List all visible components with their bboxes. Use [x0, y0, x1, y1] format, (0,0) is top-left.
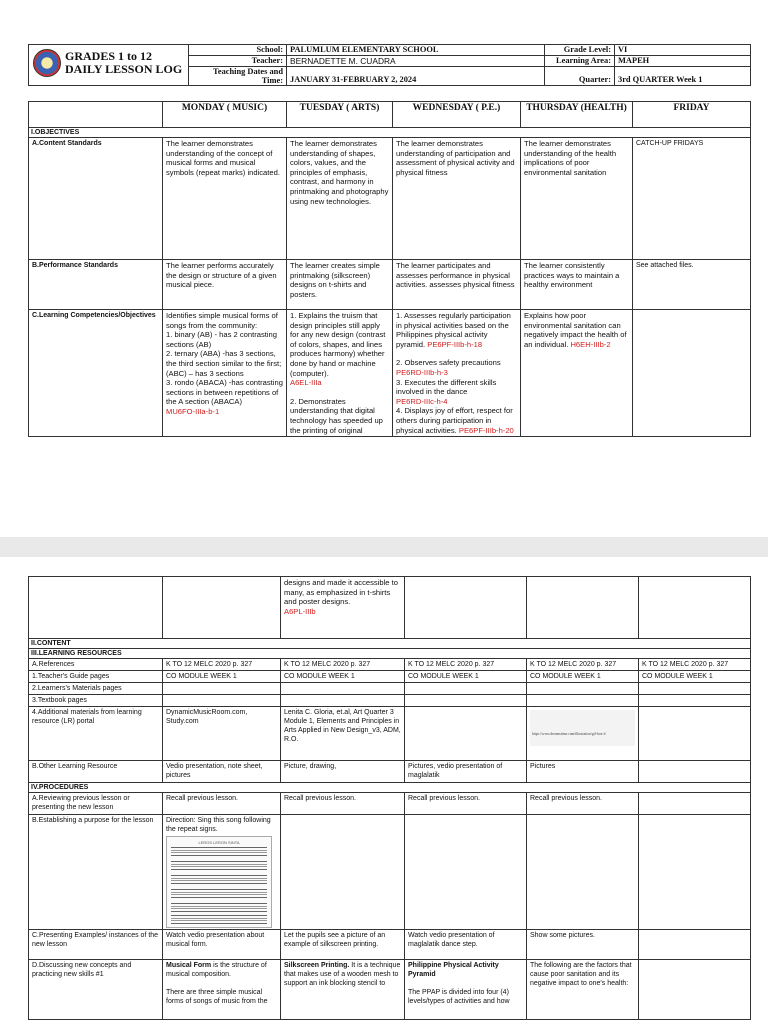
row-label-teachers-guide: 1.Teacher's Guide pages — [29, 671, 163, 683]
other-resource-thursday: Pictures — [527, 761, 639, 783]
melc-code: PE6PF-IIIb-h-20 — [458, 425, 514, 435]
deped-seal-icon — [33, 49, 61, 77]
header-title-line1: GRADES 1 to 12 — [65, 49, 153, 63]
performance-standard-wednesday: The learner participates and assesses performance in physical activities. assesses physical fitness — [393, 260, 521, 310]
teachers-guide-thursday: CO MODULE WEEK 1 — [527, 671, 639, 683]
melc-code: MU6FO-IIIa-b-1 — [166, 406, 220, 416]
dll-table-1 — [28, 101, 750, 437]
reference-tuesday: K TO 12 MELC 2020 p. 327 — [281, 659, 405, 671]
competency-monday: Identifies simple musical forms of songs from the community: 1. binary (AB) - has 2 contrasting sections (AB) 2. ternary (ABA) -has 3 sections, the third section similar to the first; (ABC) – has 3 sections 3. rondo (ABACA) -has contrasting sections in between repetitions of the A section (ABACA) MU6FO-IIIa-b-1 — [163, 310, 287, 437]
row-label-competencies: C.Learning Competencies/Objectives — [29, 310, 163, 437]
section-objectives: I.OBJECTIVES — [29, 128, 751, 138]
row-label-references: A.References — [29, 659, 163, 671]
purpose-monday: Direction: Sing this song following the repeat signs. LEROS LERON SINTA — [163, 815, 281, 930]
content-standard-thursday: The learner demonstrates understanding of the health implications of poor environmental sanitation — [521, 138, 633, 260]
reference-wednesday: K TO 12 MELC 2020 p. 327 — [405, 659, 527, 671]
competency-thursday: Explains how poor environmental sanitation can negatively impact the health of an individual. H6EH-IIIb-2 — [521, 310, 633, 437]
teachers-guide-friday: CO MODULE WEEK 1 — [639, 671, 751, 683]
day-header-tuesday: TUESDAY ( ARTS) — [287, 102, 393, 128]
learning-area-label: Learning Area: — [545, 56, 615, 67]
dates-value: JANUARY 31-FEBRUARY 2, 2024 — [287, 67, 545, 86]
row-label-reviewing: A.Reviewing previous lesson or presenting the new lesson — [29, 793, 163, 815]
row-label-textbook: 3.Textbook pages — [29, 695, 163, 707]
reference-monday: K TO 12 MELC 2020 p. 327 — [163, 659, 281, 671]
content-standard-tuesday: The learner demonstrates understanding of shapes, colors, values, and the principles of emphasis, contrast, and harmony in printmaking and photography using new technologies. — [287, 138, 393, 260]
quarter-label: Quarter: — [545, 67, 615, 86]
row-label-additional-materials: 4.Additional materials from learning resource (LR) portal — [29, 707, 163, 761]
reference-image — [530, 710, 635, 746]
reference-friday: K TO 12 MELC 2020 p. 327 — [639, 659, 751, 671]
image-url: https://www.dreamstime.com/illustration/gif-box-d — [532, 732, 606, 737]
competency-tuesday-cont: designs and made it accessible to many, as emphasized in t-shirts and poster designs. A6PL-IIIb — [281, 577, 405, 639]
day-header-friday: FRIDAY — [633, 102, 751, 128]
additional-monday: DynamicMusicRoom.com, Study.com — [163, 707, 281, 761]
melc-code: PE6RD-IIIb-h-3 — [396, 367, 448, 377]
review-thursday: Recall previous lesson. — [527, 793, 639, 815]
discussion-monday: Musical Form is the structure of musical composition. There are three simple musical forms of songs of music from the — [163, 960, 281, 1020]
performance-standard-friday: See attached files. — [633, 260, 751, 310]
discussion-tuesday: Silkscreen Printing. It is a technique that makes use of a wooden mesh to support an ink blocking stencil to — [281, 960, 405, 1020]
examples-tuesday: Let the pupils see a picture of an example of silkscreen printing. — [281, 930, 405, 960]
section-procedures: IV.PROCEDURES — [29, 783, 751, 793]
additional-thursday — [527, 707, 639, 761]
review-monday: Recall previous lesson. — [163, 793, 281, 815]
row-label-content-standards: A.Content Standards — [29, 138, 163, 260]
row-label-establishing-purpose: B.Establishing a purpose for the lesson — [29, 815, 163, 930]
row-label-other-resources: B.Other Learning Resource — [29, 761, 163, 783]
section-content: II.CONTENT — [29, 639, 751, 649]
section-learning-resources: III.LEARNING RESOURCES — [29, 649, 751, 659]
competency-wednesday: 1. Assesses regularly participation in physical activities based on the Philippines physical activity pyramid. PE6PF-IIIb-h-18 2. Observes safety precautions PE6RD-IIIb-h-3 3. Executes the different skills involved in the dance PE6RD-IIIc-h-4 4. Displays joy of effort, respect for others during participation in physical activities. PE6PF-IIIb-h-20 — [393, 310, 521, 437]
additional-tuesday: Lenita C. Gloria, et.al, Art Quarter 3 Module 1, Elements and Principles in Arts Applied in New Design_v3, ADM, R.O. — [281, 707, 405, 761]
examples-wednesday: Watch vedio presentation of maglalatik dance step. — [405, 930, 527, 960]
dll-header — [28, 44, 750, 86]
learning-area-value: MAPEH — [615, 56, 751, 67]
content-standard-monday: The learner demonstrates understanding of the concept of musical forms and musical symbols (repeat marks) indicated. — [163, 138, 287, 260]
page-2 — [0, 557, 768, 1024]
other-resource-monday: Vedio presentation, note sheet, pictures — [163, 761, 281, 783]
dates-label: Teaching Dates and Time: — [189, 67, 287, 86]
row-label-performance-standards: B.Performance Standards — [29, 260, 163, 310]
teachers-guide-tuesday: CO MODULE WEEK 1 — [281, 671, 405, 683]
song-title: LEROS LERON SINTA — [198, 840, 240, 845]
school-label: School: — [189, 45, 287, 56]
day-header-wednesday: WEDNESDAY ( P.E.) — [393, 102, 521, 128]
examples-monday: Watch vedio presentation about musical form. — [163, 930, 281, 960]
melc-code: A6PL-IIIb — [284, 606, 316, 616]
reference-thursday: K TO 12 MELC 2020 p. 327 — [527, 659, 639, 671]
review-wednesday: Recall previous lesson. — [405, 793, 527, 815]
quarter-value: 3rd QUARTER Week 1 — [615, 67, 751, 86]
row-label-presenting-examples: C.Presenting Examples/ instances of the new lesson — [29, 930, 163, 960]
discussion-wednesday: Philippine Physical Activity Pyramid The PPAP is divided into four (4) levels/types of activities and how — [405, 960, 527, 1020]
sheet-music-image — [166, 836, 272, 928]
other-resource-tuesday: Picture, drawing, — [281, 761, 405, 783]
melc-code: A6EL-IIIa — [290, 378, 322, 388]
grade-value: VI — [615, 45, 751, 56]
performance-standard-tuesday: The learner creates simple printmaking (silkscreen) designs on t-shirts and posters. — [287, 260, 393, 310]
teachers-guide-wednesday: CO MODULE WEEK 1 — [405, 671, 527, 683]
day-header-monday: MONDAY ( MUSIC) — [163, 102, 287, 128]
row-label-learners-materials: 2.Learners's Materials pages — [29, 683, 163, 695]
teachers-guide-monday: CO MODULE WEEK 1 — [163, 671, 281, 683]
discussion-thursday: The following are the factors that cause poor sanitation and its negative impact to one's health: — [527, 960, 639, 1020]
school-value: PALUMLUM ELEMENTARY SCHOOL — [287, 45, 545, 56]
performance-standard-monday: The learner performs accurately the design or structure of a given musical piece. — [163, 260, 287, 310]
review-tuesday: Recall previous lesson. — [281, 793, 405, 815]
content-standard-wednesday: The learner demonstrates understanding of participation and assessment of physical activity and physical fitness — [393, 138, 521, 260]
header-logo-cell — [29, 45, 189, 86]
examples-thursday: Show some pictures. — [527, 930, 639, 960]
melc-code: PE6PF-IIIb-h-18 — [427, 339, 483, 349]
melc-code: H6EH-IIIb-2 — [570, 339, 611, 349]
performance-standard-thursday: The learner consistently practices ways to maintain a healthy environment — [521, 260, 633, 310]
header-table — [28, 44, 751, 86]
header-title-line2: DAILY LESSON LOG — [65, 62, 183, 76]
grade-label: Grade Level: — [545, 45, 615, 56]
teacher-label: Teacher: — [189, 56, 287, 67]
other-resource-wednesday: Pictures, vedio presentation of maglalatik — [405, 761, 527, 783]
content-standard-friday: CATCH-UP FRIDAYS — [633, 138, 751, 260]
teacher-value: BERNADETTE M. CUADRA — [287, 56, 545, 67]
competency-friday — [633, 310, 751, 437]
day-header-thursday: THURSDAY (HEALTH) — [521, 102, 633, 128]
row-label-discussing-concepts: D.Discussing new concepts and practicing new skills #1 — [29, 960, 163, 1020]
competency-tuesday: 1. Explains the truism that design principles still apply for any new design (contrast of colors, shapes, and lines produces harmony) whether done by hand or machine (computer). A6EL-IIIa 2. Demonstrates understanding that digital technology has speeded up the printing of original — [287, 310, 393, 437]
dll-table-2 — [28, 576, 750, 1020]
melc-code: PE6RD-IIIc-h-4 — [396, 396, 448, 406]
